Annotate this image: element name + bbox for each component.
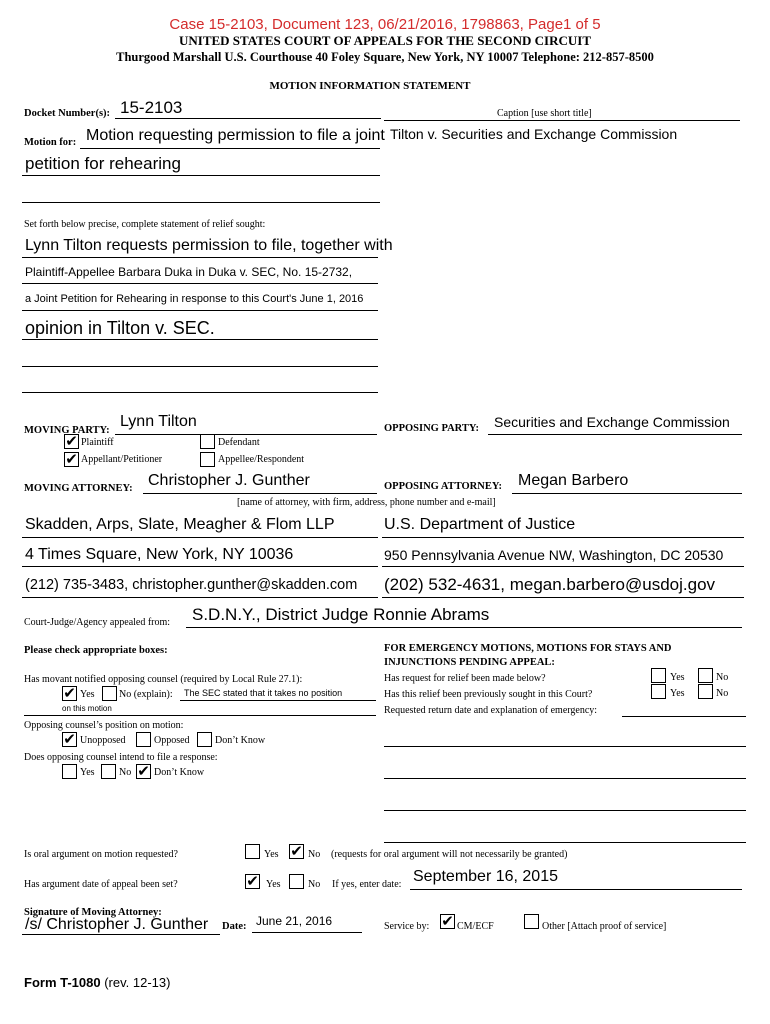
other-service-label: Other [Attach proof of service] <box>542 921 667 932</box>
if-yes-label: If yes, enter date: <box>332 879 402 890</box>
opposing-party-line <box>488 434 742 435</box>
sought-no-label: No <box>716 688 729 699</box>
response-no-label: No <box>119 767 132 778</box>
dont-know-checkbox[interactable] <box>197 732 212 747</box>
court-name: UNITED STATES COURT OF APPEALS FOR THE SECOND CIRCUIT <box>178 33 591 48</box>
opposing-contact-line <box>382 597 744 598</box>
response-yes-label: Yes <box>80 767 95 778</box>
opposing-attorney-firm[interactable]: U.S. Department of Justice <box>384 516 576 533</box>
caption-line <box>384 120 740 121</box>
response-question: Does opposing counsel intend to file a response: <box>24 752 218 763</box>
date-line <box>252 932 362 933</box>
moving-attorney-contact[interactable]: (212) 735-3483, christopher.gunther@skadden.com <box>25 577 358 593</box>
moving-address-line <box>22 566 378 567</box>
signature-label: Signature of Moving Attorney: <box>24 907 162 918</box>
attorney-note: [name of attorney, with firm, address, phone number and e-mail] <box>237 497 496 508</box>
sought-yes-label: Yes <box>670 688 685 699</box>
emergency-heading2: INJUNCTIONS PENDING APPEAL: <box>384 657 555 668</box>
motion-line2 <box>22 175 380 176</box>
emergency-line1 <box>384 746 746 747</box>
argument-date-yes-label: Yes <box>266 879 281 890</box>
notified-yes-checkbox[interactable]: ✔ <box>63 684 76 702</box>
opposing-firm-line <box>382 537 744 538</box>
explain-line2[interactable]: on this motion <box>62 704 112 713</box>
caption-label: Caption [use short title] <box>497 108 592 119</box>
appellant-label: Appellant/Petitioner <box>81 454 163 465</box>
signature-line <box>22 934 220 935</box>
argument-date-question: Has argument date of appeal been set? <box>24 879 178 890</box>
sought-no-checkbox[interactable] <box>698 684 713 699</box>
signature-value[interactable]: /s/ Christopher J. Gunther <box>25 916 209 933</box>
relief-line2[interactable]: Plaintiff-Appellee Barbara Duka in Duka v. SEC, No. 15-2732, <box>25 265 353 279</box>
unopposed-label: Unopposed <box>80 735 126 746</box>
sought-yes-checkbox[interactable] <box>651 684 666 699</box>
relief-underline6 <box>22 392 378 393</box>
argument-date-line <box>410 889 742 890</box>
form-revision: (rev. 12-13) <box>104 975 171 990</box>
check-boxes-label: Please check appropriate boxes: <box>24 645 168 656</box>
opposing-attorney-label: OPPOSING ATTORNEY: <box>384 481 502 492</box>
cmecf-checkbox[interactable]: ✔ <box>441 912 454 930</box>
motion-for-line1[interactable]: Motion requesting permission to file a joint <box>86 127 385 144</box>
moving-attorney-line <box>143 493 377 494</box>
notified-question: Has movant notified opposing counsel (required by Local Rule 27.1): <box>24 674 303 685</box>
relief-below-no-checkbox[interactable] <box>698 668 713 683</box>
caption-value[interactable]: Tilton v. Securities and Exchange Commission <box>390 126 678 142</box>
docket-label: Docket Number(s): <box>24 108 111 119</box>
notified-no-checkbox[interactable] <box>102 686 117 701</box>
other-service-checkbox[interactable] <box>524 914 539 929</box>
position-question: Opposing counsel’s position on motion: <box>24 720 184 731</box>
relief-underline5 <box>22 366 378 367</box>
relief-underline3 <box>22 310 378 311</box>
argument-date-value[interactable]: September 16, 2015 <box>413 868 558 885</box>
argument-date-no-label: No <box>308 879 321 890</box>
emergency-date-line <box>622 716 746 717</box>
moving-party-label: MOVING PARTY: <box>24 425 110 436</box>
moving-attorney-firm[interactable]: Skadden, Arps, Slate, Meagher & Flom LLP <box>25 516 335 533</box>
form-footer <box>24 975 170 990</box>
docket-line <box>115 118 381 119</box>
opposing-party-value[interactable]: Securities and Exchange Commission <box>494 414 730 430</box>
emergency-q2: Has this relief been previously sought in this Court? <box>384 689 593 700</box>
explain-line1[interactable]: The SEC stated that it takes no position <box>184 688 343 698</box>
opposing-attorney-line <box>512 493 742 494</box>
relief-line4[interactable]: opinion in Tilton v. SEC. <box>25 318 215 338</box>
response-yes-checkbox[interactable] <box>62 764 77 779</box>
relief-line3[interactable]: a Joint Petition for Rehearing in response to this Court's June 1, 2016 <box>25 293 364 305</box>
argument-date-yes-checkbox[interactable]: ✔ <box>246 872 259 890</box>
plaintiff-label: Plaintiff <box>81 437 114 448</box>
response-dont-know-label: Don’t Know <box>154 767 205 778</box>
moving-party-value[interactable]: Lynn Tilton <box>120 413 197 430</box>
emergency-line3 <box>384 810 746 811</box>
motion-line1 <box>80 148 380 149</box>
appellant-checkbox[interactable]: ✔ <box>65 450 78 468</box>
court-judge-label: Court-Judge/Agency appealed from: <box>24 617 171 628</box>
motion-line3 <box>22 202 380 203</box>
oral-argument-question: Is oral argument on motion requested? <box>24 849 178 860</box>
emergency-q3: Requested return date and explanation of emergency: <box>384 705 598 716</box>
opposing-attorney-contact[interactable]: (202) 532-4631, megan.barbero@usdoj.gov <box>384 575 716 594</box>
explain-underline2 <box>24 715 376 716</box>
notified-no-label: No (explain): <box>119 689 173 700</box>
notified-yes-label: Yes <box>80 689 95 700</box>
relief-below-no-label: No <box>716 672 729 683</box>
oral-no-label: No <box>308 849 321 860</box>
date-label: Date: <box>222 921 247 932</box>
date-value[interactable]: June 21, 2016 <box>256 914 333 928</box>
defendant-label: Defendant <box>218 437 260 448</box>
relief-underline2 <box>22 283 378 284</box>
cmecf-label: CM/ECF <box>457 921 494 932</box>
appellee-checkbox[interactable] <box>200 452 215 467</box>
form-title: MOTION INFORMATION STATEMENT <box>269 80 471 92</box>
emergency-line2 <box>384 778 746 779</box>
response-no-checkbox[interactable] <box>101 764 116 779</box>
emergency-heading1: FOR EMERGENCY MOTIONS, MOTIONS FOR STAYS AND <box>384 643 672 654</box>
form-number: Form T-1080 <box>24 975 101 990</box>
opposed-label: Opposed <box>154 735 190 746</box>
opposing-address-line <box>382 566 744 567</box>
docket-number[interactable]: 15-2103 <box>120 98 183 117</box>
motion-for-label: Motion for: <box>24 137 77 148</box>
relief-below-yes-checkbox[interactable] <box>651 668 666 683</box>
emergency-q1: Has request for relief been made below? <box>384 673 546 684</box>
motion-for-line2[interactable]: petition for rehearing <box>25 154 181 173</box>
court-judge-value[interactable]: S.D.N.Y., District Judge Ronnie Abrams <box>192 605 490 624</box>
moving-attorney-label: MOVING ATTORNEY: <box>24 483 133 494</box>
opposing-party-label: OPPOSING PARTY: <box>384 423 480 434</box>
filing-stamp: Case 15-2103, Document 123, 06/21/2016, 1798863, Page1 of 5 <box>169 16 601 33</box>
oral-no-checkbox[interactable]: ✔ <box>290 842 303 860</box>
defendant-checkbox[interactable] <box>200 434 215 449</box>
moving-attorney-address[interactable]: 4 Times Square, New York, NY 10036 <box>25 546 294 563</box>
moving-firm-line <box>22 537 378 538</box>
court-judge-line <box>186 627 742 628</box>
oral-yes-label: Yes <box>264 849 279 860</box>
oral-argument-note: (requests for oral argument will not necessarily be granted) <box>331 849 568 860</box>
opposed-checkbox[interactable] <box>136 732 151 747</box>
argument-date-no-checkbox[interactable] <box>289 874 304 889</box>
unopposed-checkbox[interactable]: ✔ <box>63 730 76 748</box>
oral-yes-checkbox[interactable] <box>245 844 260 859</box>
moving-attorney-value[interactable]: Christopher J. Gunther <box>148 472 310 489</box>
relief-line1[interactable]: Lynn Tilton requests permission to file, together with <box>25 237 393 254</box>
moving-party-line <box>115 434 377 435</box>
response-dont-know-checkbox[interactable]: ✔ <box>137 762 150 780</box>
dont-know-label: Don’t Know <box>215 735 266 746</box>
opposing-attorney-address[interactable]: 950 Pennsylvania Avenue NW, Washington, DC 20530 <box>384 547 724 563</box>
relief-label: Set forth below precise, complete statement of relief sought: <box>24 219 266 230</box>
appellee-label: Appellee/Respondent <box>218 454 305 465</box>
explain-underline1 <box>180 700 376 701</box>
plaintiff-checkbox[interactable]: ✔ <box>65 432 78 450</box>
emergency-line4 <box>384 842 746 843</box>
relief-underline1 <box>22 257 378 258</box>
court-address: Thurgood Marshall U.S. Courthouse 40 Foley Square, New York, NY 10007 Telephone: 212-857-8500 <box>116 50 654 64</box>
moving-contact-line <box>22 597 378 598</box>
opposing-attorney-value[interactable]: Megan Barbero <box>518 472 629 489</box>
service-label: Service by: <box>384 921 430 932</box>
relief-below-yes-label: Yes <box>670 672 685 683</box>
relief-underline4 <box>22 339 378 340</box>
